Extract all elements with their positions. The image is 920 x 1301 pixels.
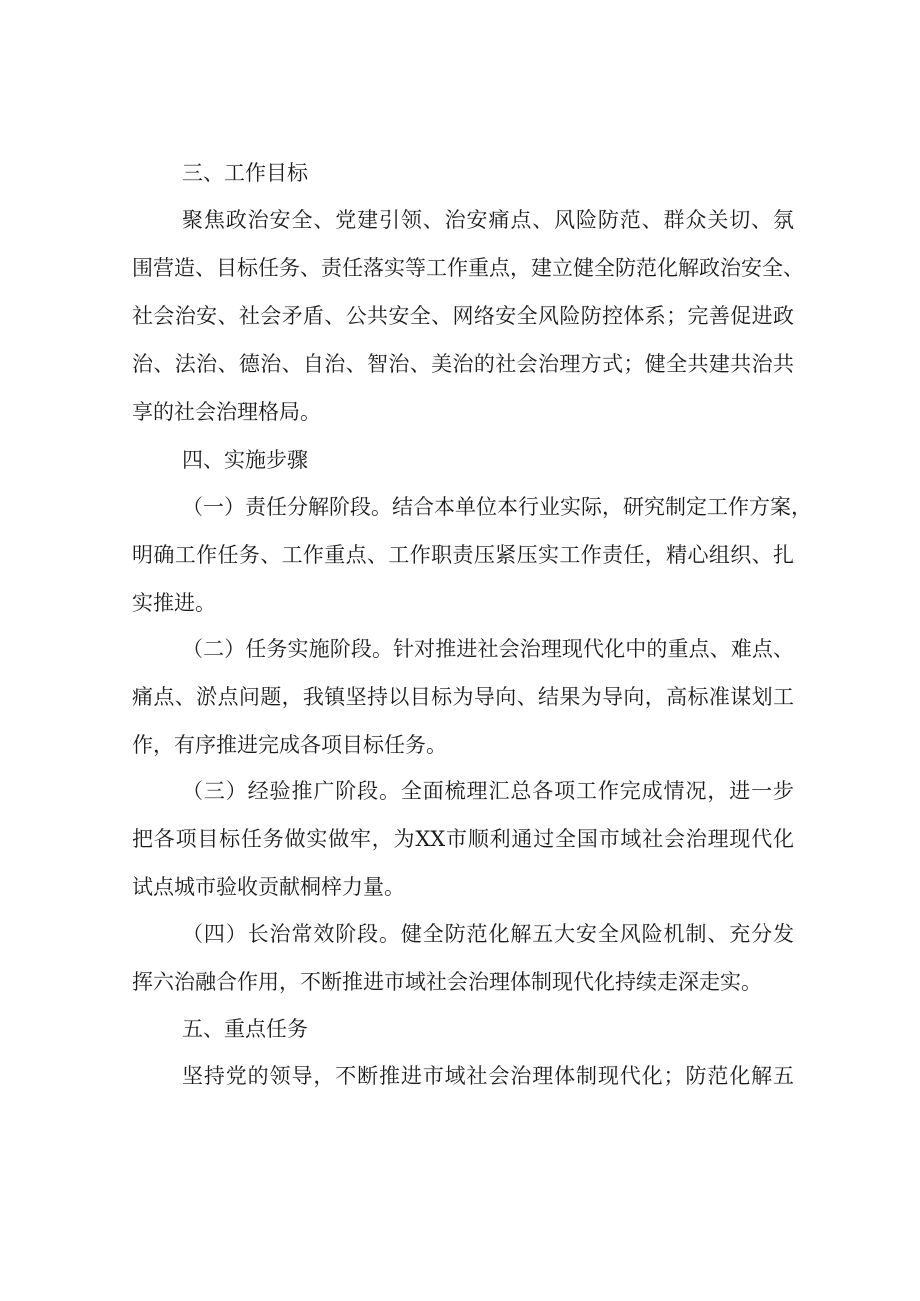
- section-heading-steps: 四、实施步骤: [182, 448, 308, 472]
- paragraph-line: （四）长治常效阶段。健全防范化解五大安全风险机制、充分发: [182, 922, 794, 946]
- paragraph-line: 坚持党的领导，不断推进市域社会治理体制现代化；防范化解五: [182, 1064, 794, 1088]
- paragraph-line: 作，有序推进完成各项目标任务。: [132, 733, 447, 757]
- paragraph-line: 围营造、目标任务、责任落实等工作重点，建立健全防范化解政治安全、: [132, 256, 804, 280]
- paragraph-line: 社会治安、社会矛盾、公共安全、网络安全风险防控体系；完善促进政: [132, 304, 794, 328]
- paragraph-line: 治、法治、德治、自治、智治、美治的社会治理方式；健全共建共治共: [132, 352, 794, 376]
- paragraph-line: 痛点、淤点问题，我镇坚持以目标为导向、结果为导向，高标准谋划工: [132, 685, 794, 709]
- paragraph-line: 试点城市验收贡献桐梓力量。: [132, 875, 405, 899]
- paragraph-line: 挥六治融合作用，不断推进市域社会治理体制现代化持续走深走实。: [132, 970, 762, 994]
- paragraph-line: （三）经验推广阶段。全面梳理汇总各项工作完成情况，进一步: [182, 779, 794, 803]
- paragraph-line: （一）责任分解阶段。结合本单位本行业实际，研究制定工作方案，: [182, 495, 812, 519]
- section-heading-tasks: 五、重点任务: [182, 1017, 308, 1041]
- paragraph-line: 享的社会治理格局。: [132, 400, 321, 424]
- paragraph-line: 明确工作任务、工作重点、工作职责压紧压实工作责任，精心组织、扎: [132, 543, 794, 567]
- paragraph-line: 把各项目标任务做实做牢，为XX市顺利通过全国市域社会治理现代化: [132, 827, 794, 851]
- paragraph-line: （二）任务实施阶段。针对推进社会治理现代化中的重点、难点、: [182, 637, 794, 661]
- section-heading-goals: 三、工作目标: [182, 161, 308, 185]
- paragraph-line: 实推进。: [132, 591, 216, 615]
- paragraph-line: 聚焦政治安全、党建引领、治安痛点、风险防范、群众关切、氛: [182, 208, 794, 232]
